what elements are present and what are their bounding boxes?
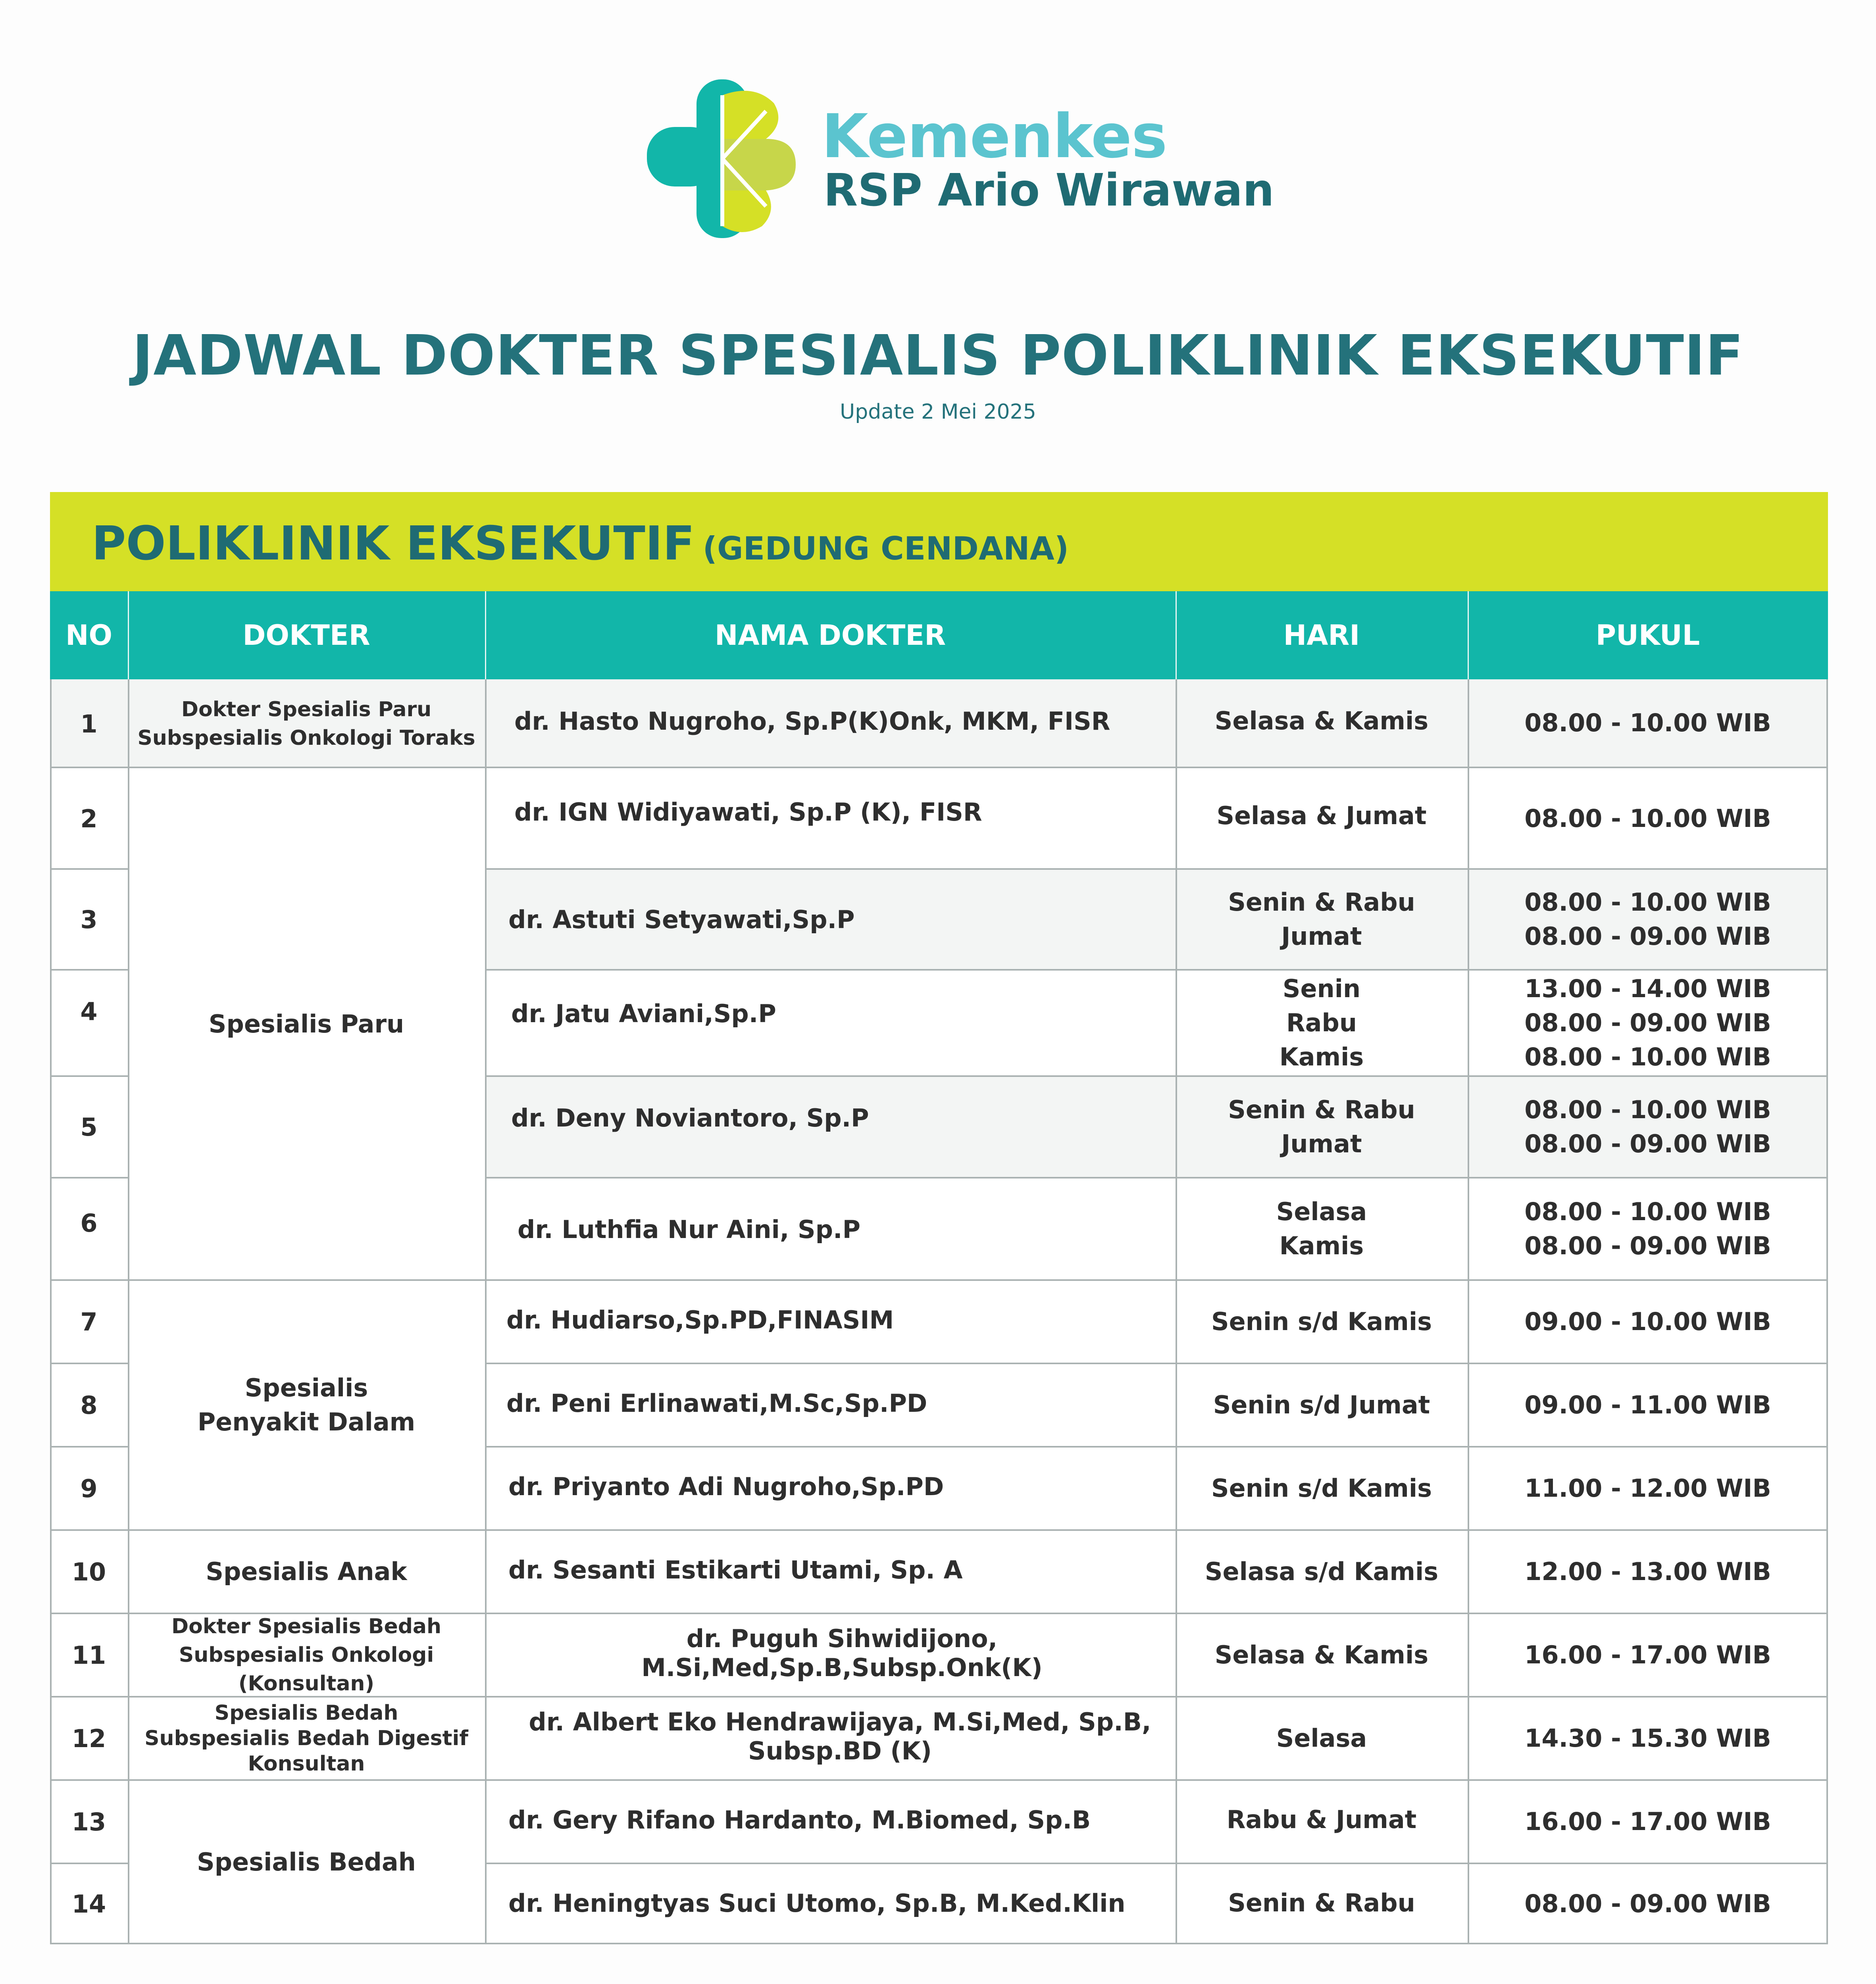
time-line: 08.00 - 10.00 WIB [1524, 1095, 1771, 1124]
time-line: 08.00 - 09.00 WIB [1524, 1129, 1771, 1158]
schedule-days [1176, 1863, 1468, 1943]
time-line: 08.00 - 09.00 WIB [1524, 922, 1771, 951]
brand-name: Kemenkes [822, 101, 1167, 171]
day-line: Jumat [1281, 1129, 1362, 1158]
day-line: Senin s/d Kamis [1211, 1307, 1432, 1336]
grid-line [50, 1529, 1828, 1531]
schedule-time [1468, 1280, 1828, 1363]
schedule-days [1176, 768, 1468, 863]
day-line: Senin [1282, 974, 1361, 1003]
doctor-name: dr. Hudiarso,Sp.PD,FINASIM [506, 1305, 894, 1334]
time-line: 08.00 - 10.00 WIB [1524, 888, 1771, 917]
day-line: Jumat [1281, 922, 1362, 951]
specialty-group: Spesialis Paru [208, 1009, 404, 1038]
time-line: 12.00 - 13.00 WIB [1524, 1557, 1771, 1586]
schedule-days [1176, 970, 1468, 1076]
specialty-line: Dokter Spesialis Paru [181, 698, 432, 721]
schedule-time [1468, 679, 1828, 767]
day-line: Rabu & Jumat [1226, 1805, 1417, 1834]
grid-line [50, 868, 128, 870]
schedule-days [1176, 1076, 1468, 1178]
hospital-name: RSP Ario Wirawan [824, 165, 1274, 216]
row-number: 13 [71, 1807, 106, 1836]
grid-line [485, 1177, 1828, 1178]
time-line: 08.00 - 10.00 WIB [1524, 1197, 1771, 1226]
day-line: Kamis [1279, 1042, 1364, 1071]
day-line: Kamis [1279, 1231, 1364, 1260]
grid-line [50, 1177, 128, 1178]
grid-line [485, 1363, 1828, 1364]
update-date: Update 2 Mei 2025 [840, 400, 1036, 424]
row-number: 9 [80, 1474, 98, 1503]
time-line: 08.00 - 09.00 WIB [1524, 1008, 1771, 1037]
specialty-line: Spesialis Bedah [214, 1701, 398, 1725]
row-number: 6 [80, 1208, 98, 1238]
section-title-text: POLIKLINIK EKSEKUTIF [92, 516, 695, 571]
row-number: 3 [80, 905, 98, 934]
schedule-time [1468, 970, 1828, 1076]
time-line: 16.00 - 17.00 WIB [1524, 1640, 1771, 1669]
header-dokter: DOKTER [242, 619, 370, 652]
specialty-group [128, 1613, 485, 1697]
schedule-days [1176, 1447, 1468, 1530]
row-number: 10 [71, 1557, 106, 1586]
row-number: 5 [80, 1112, 98, 1142]
schedule-time [1468, 1697, 1828, 1780]
doctor-name: dr. Puguh Sihwidijono, M.Si,Med,Sp.B,Subsp.Onk(K) [641, 1624, 1043, 1682]
specialty-group [128, 679, 485, 768]
doctor-name: dr. Hasto Nugroho, Sp.P(K)Onk, MKM, FISR [514, 706, 1110, 736]
day-line: Senin & Rabu [1228, 888, 1415, 917]
header-hari: HARI [1283, 619, 1360, 652]
specialty-line: Penyakit Dalam [197, 1407, 416, 1436]
time-line: 14.30 - 15.30 WIB [1524, 1724, 1771, 1753]
schedule-days [1176, 1280, 1468, 1363]
doctor-name: dr. Jatu Aviani,Sp.P [511, 999, 776, 1028]
schedule-days [1176, 1530, 1468, 1613]
grid-line [485, 1863, 1828, 1864]
schedule-time [1468, 1613, 1828, 1697]
table-header [50, 591, 1828, 679]
grid-line [50, 969, 128, 971]
time-line: 08.00 - 10.00 WIB [1524, 1042, 1771, 1071]
doctor-name: dr. IGN Widiyawati, Sp.P (K), FISR [514, 797, 982, 827]
time-line: 11.00 - 12.00 WIB [1524, 1474, 1771, 1503]
day-line: Senin & Rabu [1228, 1888, 1415, 1917]
doctor-name: dr. Gery Rifano Hardanto, M.Biomed, Sp.B [508, 1805, 1091, 1834]
doctor-name: dr. Astuti Setyawati,Sp.P [508, 905, 855, 934]
specialty-group [128, 1280, 485, 1530]
day-line: Selasa & Kamis [1214, 706, 1429, 735]
doctor-name: dr. Priyanto Adi Nugroho,Sp.PD [508, 1472, 944, 1501]
day-line: Senin & Rabu [1228, 1095, 1415, 1124]
doctor-name: dr. Luthfia Nur Aini, Sp.P [518, 1215, 861, 1244]
header-nama-dokter: NAMA DOKTER [714, 619, 946, 652]
time-line: 13.00 - 14.00 WIB [1524, 974, 1771, 1003]
schedule-days [1176, 1613, 1468, 1697]
header-no: NO [65, 619, 113, 652]
section-title [92, 516, 1069, 571]
time-line: 08.00 - 09.00 WIB [1524, 1231, 1771, 1260]
specialty-line: Dokter Spesialis Bedah [171, 1615, 442, 1638]
specialty-line: Subspesialis Onkologi (Konsultan) [179, 1643, 434, 1696]
grid-line [50, 1075, 128, 1077]
day-line: Rabu [1286, 1008, 1357, 1037]
grid-line [50, 1696, 1828, 1698]
doctor-name: dr. Deny Noviantoro, Sp.P [511, 1103, 869, 1132]
grid-line [50, 767, 1828, 768]
schedule-time [1468, 1076, 1828, 1178]
time-line: 09.00 - 10.00 WIB [1524, 1307, 1771, 1336]
day-line: Selasa [1276, 1724, 1367, 1753]
schedule-days [1176, 1697, 1468, 1780]
grid-line [485, 1446, 1828, 1448]
time-line: 08.00 - 10.00 WIB [1524, 804, 1771, 833]
doctor-name: dr. Sesanti Estikarti Utami, Sp. A [508, 1555, 963, 1584]
row-number: 11 [71, 1640, 106, 1670]
specialty-line: Konsultan [248, 1752, 365, 1776]
schedule-days [1176, 1178, 1468, 1280]
day-line: Selasa & Kamis [1214, 1640, 1429, 1669]
schedule-time [1468, 1178, 1828, 1280]
doctor-name: dr. Albert Eko Hendrawijaya, M.Si,Med, Sp.B, Subsp.BD (K) [529, 1707, 1151, 1765]
doctor-name: dr. Heningtyas Suci Utomo, Sp.B, M.Ked.Klin [508, 1888, 1126, 1918]
row-number: 12 [71, 1724, 106, 1753]
section-subtitle: (GEDUNG CENDANA) [702, 530, 1069, 567]
grid-line [128, 679, 129, 1944]
doctor-name: dr. Peni Erlinawati,M.Sc,Sp.PD [506, 1388, 927, 1418]
row-number: 7 [80, 1307, 98, 1336]
schedule-time [1468, 768, 1828, 869]
schedule-time [1468, 1447, 1828, 1530]
grid-line [485, 969, 1828, 971]
schedule-days [1176, 869, 1468, 970]
row-number: 2 [80, 804, 98, 833]
page-title: JADWAL DOKTER SPESIALIS POLIKLINIK EKSEKUTIF [132, 323, 1744, 388]
grid-line [50, 1363, 128, 1364]
row-number: 8 [80, 1390, 98, 1420]
time-line: 09.00 - 11.00 WIB [1524, 1390, 1771, 1419]
grid-line [50, 1863, 128, 1864]
section-banner [50, 492, 1828, 591]
day-line: Senin s/d Jumat [1213, 1390, 1430, 1419]
day-line: Senin s/d Kamis [1211, 1474, 1432, 1503]
header-pukul: PUKUL [1595, 619, 1700, 652]
specialty-group: Spesialis Anak [206, 1557, 407, 1586]
grid-line [485, 868, 1828, 870]
day-line: Selasa & Jumat [1216, 801, 1427, 830]
row-number: 4 [80, 997, 98, 1026]
time-line: 16.00 - 17.00 WIB [1524, 1807, 1771, 1836]
grid-line [50, 1279, 1828, 1281]
day-line: Selasa s/d Kamis [1204, 1557, 1439, 1586]
schedule-days [1176, 1363, 1468, 1447]
grid-line [50, 1613, 1828, 1614]
schedule-time [1468, 1530, 1828, 1613]
specialty-line: Spesialis [244, 1373, 368, 1402]
schedule-time [1468, 1863, 1828, 1944]
grid-line [485, 1075, 1828, 1077]
grid-line [50, 1779, 1828, 1781]
kemenkes-logo-icon [647, 79, 796, 238]
specialty-line: Subspesialis Onkologi Toraks [137, 726, 475, 750]
schedule-time [1468, 1780, 1828, 1863]
grid-line [50, 1446, 128, 1448]
time-line: 08.00 - 10.00 WIB [1524, 708, 1771, 737]
schedule-table [50, 679, 1828, 1944]
row-number: 14 [71, 1889, 106, 1919]
schedule-time [1468, 869, 1828, 970]
grid-line [50, 1943, 1828, 1944]
day-line: Selasa [1276, 1197, 1367, 1226]
time-line: 08.00 - 09.00 WIB [1524, 1889, 1771, 1918]
row-number: 1 [80, 709, 98, 738]
specialty-line: Subspesialis Bedah Digestif [144, 1726, 468, 1750]
schedule-time [1468, 1363, 1828, 1447]
specialty-group: Spesialis Bedah [197, 1848, 416, 1876]
schedule-days [1176, 679, 1468, 763]
schedule-days [1176, 1780, 1468, 1859]
specialty-group [128, 1697, 485, 1780]
